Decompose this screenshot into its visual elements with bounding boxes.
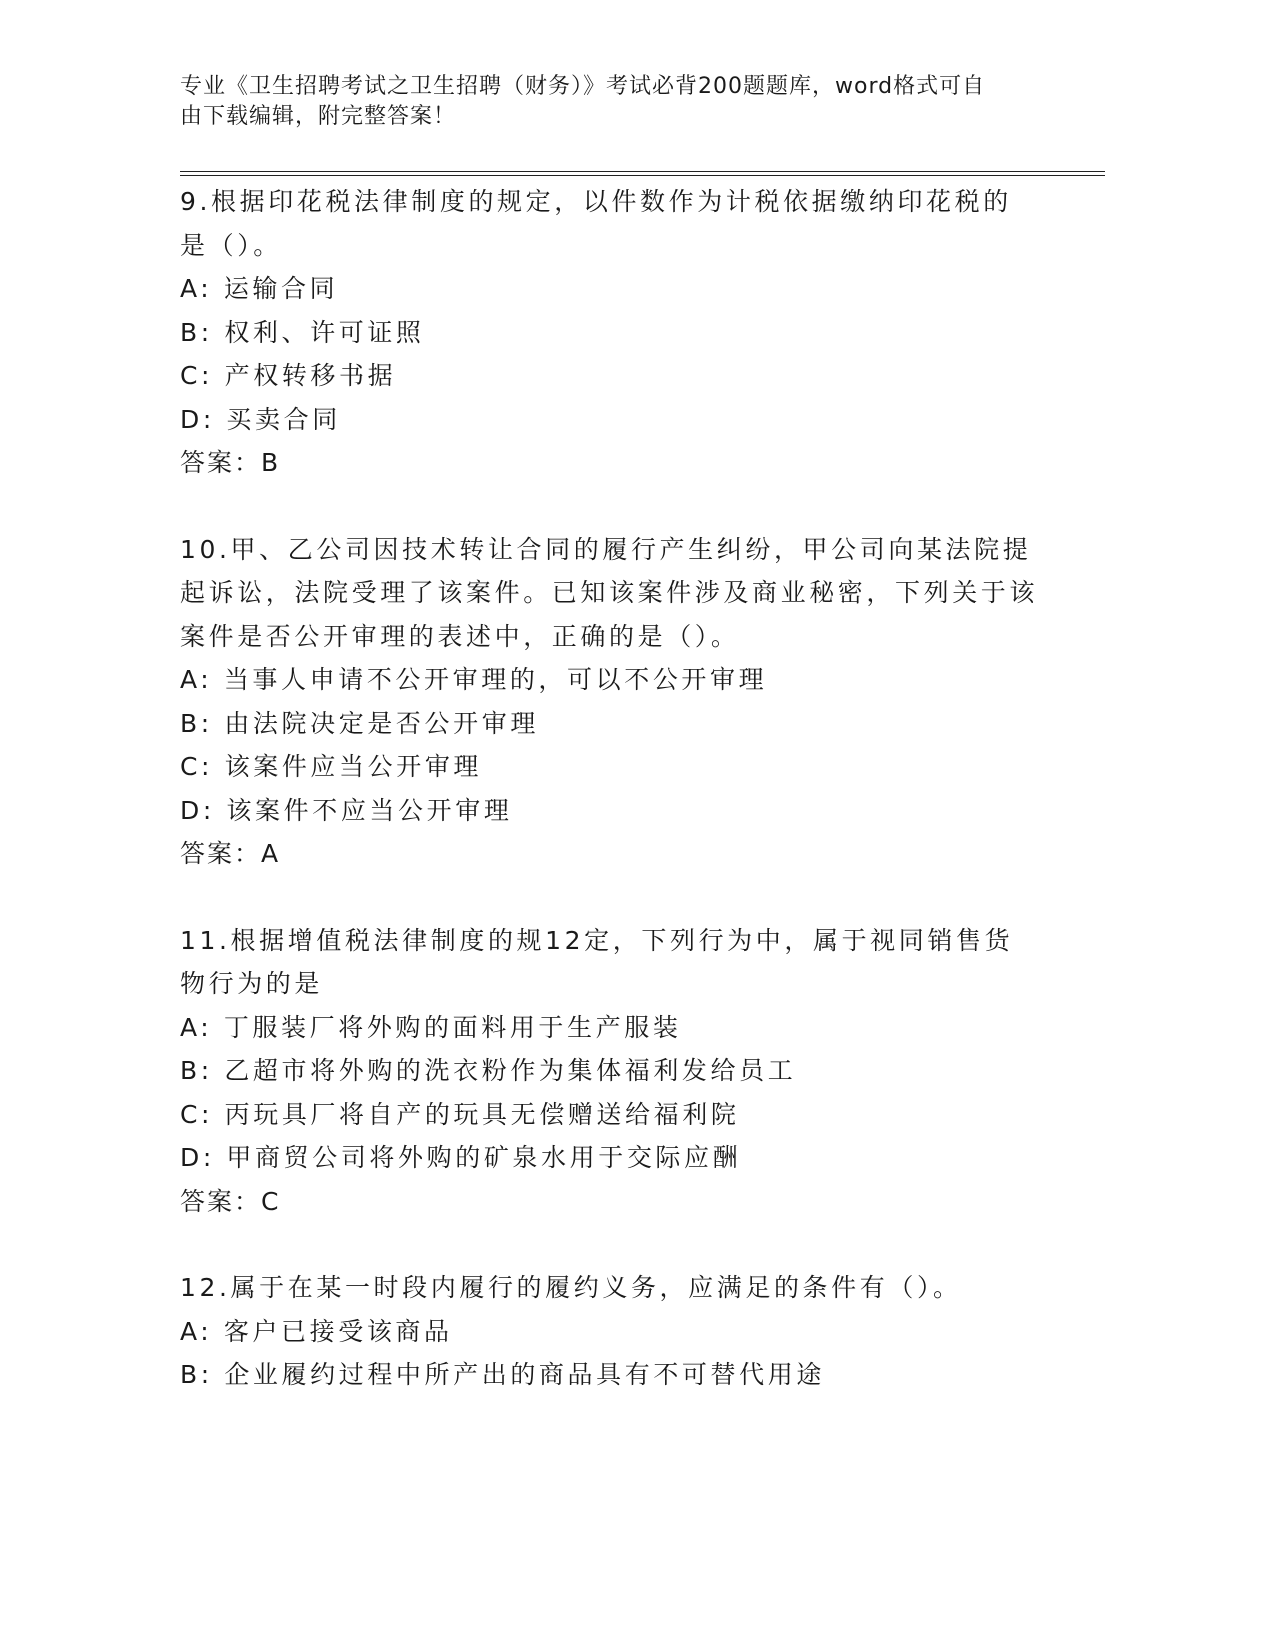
question-11 <box>180 919 1040 1224</box>
question-9 <box>180 180 1040 485</box>
header-divider-bottom <box>180 175 1105 176</box>
answer-line: 答案：B <box>180 448 281 477</box>
answer-line: 答案：A <box>180 839 281 868</box>
document-header <box>180 72 1040 132</box>
option-b: B: 乙超市将外购的洗衣粉作为集体福利发给员工 <box>180 1056 797 1085</box>
header-divider-top <box>180 171 1105 172</box>
option-b: B: 企业履约过程中所产出的商品具有不可替代用途 <box>180 1360 825 1389</box>
question-10 <box>180 528 1040 876</box>
question-list <box>180 180 1040 1397</box>
option-a: A: 当事人申请不公开审理的，可以不公开审理 <box>180 665 768 694</box>
option-d: D: 该案件不应当公开审理 <box>180 795 513 825</box>
option-d: D: 甲商贸公司将外购的矿泉水用于交际应酬 <box>180 1143 742 1172</box>
header-line-1: 专业《卫生招聘考试之卫生招聘（财务）》考试必背200题题库，word格式可自 <box>180 74 986 99</box>
question-12 <box>180 1266 1040 1397</box>
option-c: C: 丙玩具厂将自产的玩具无偿赠送给福利院 <box>180 1099 740 1129</box>
question-stem: 10.甲、乙公司因技术转让合同的履行产生纠纷，甲公司向某法院提起诉讼，法院受理了该案件。已知该案件涉及商业秘密，下列关于该案件是否公开审理的表述中，正确的是（）。 <box>180 534 1039 651</box>
option-d: D: 买卖合同 <box>180 404 341 434</box>
header-line-2: 由下载编辑，附完整答案！ <box>180 104 457 129</box>
option-a: A: 客户已接受该商品 <box>180 1316 453 1346</box>
question-stem: 11.根据增值税法律制度的规12定，下列行为中，属于视同销售货物行为的是 <box>180 925 1014 998</box>
question-stem: 12.属于在某一时段内履行的履约义务，应满足的条件有（）。 <box>180 1273 962 1302</box>
answer-line: 答案：C <box>180 1186 281 1216</box>
option-c: C: 产权转移书据 <box>180 361 397 390</box>
option-a: A: 运输合同 <box>180 274 339 303</box>
question-stem: 9.根据印花税法律制度的规定，以件数作为计税依据缴纳印花税的是（）。 <box>180 187 1012 260</box>
option-a: A: 丁服装厂将外购的面料用于生产服装 <box>180 1012 682 1042</box>
option-b: B: 由法院决定是否公开审理 <box>180 708 539 738</box>
option-c: C: 该案件应当公开审理 <box>180 752 483 781</box>
option-b: B: 权利、许可证照 <box>180 317 425 347</box>
